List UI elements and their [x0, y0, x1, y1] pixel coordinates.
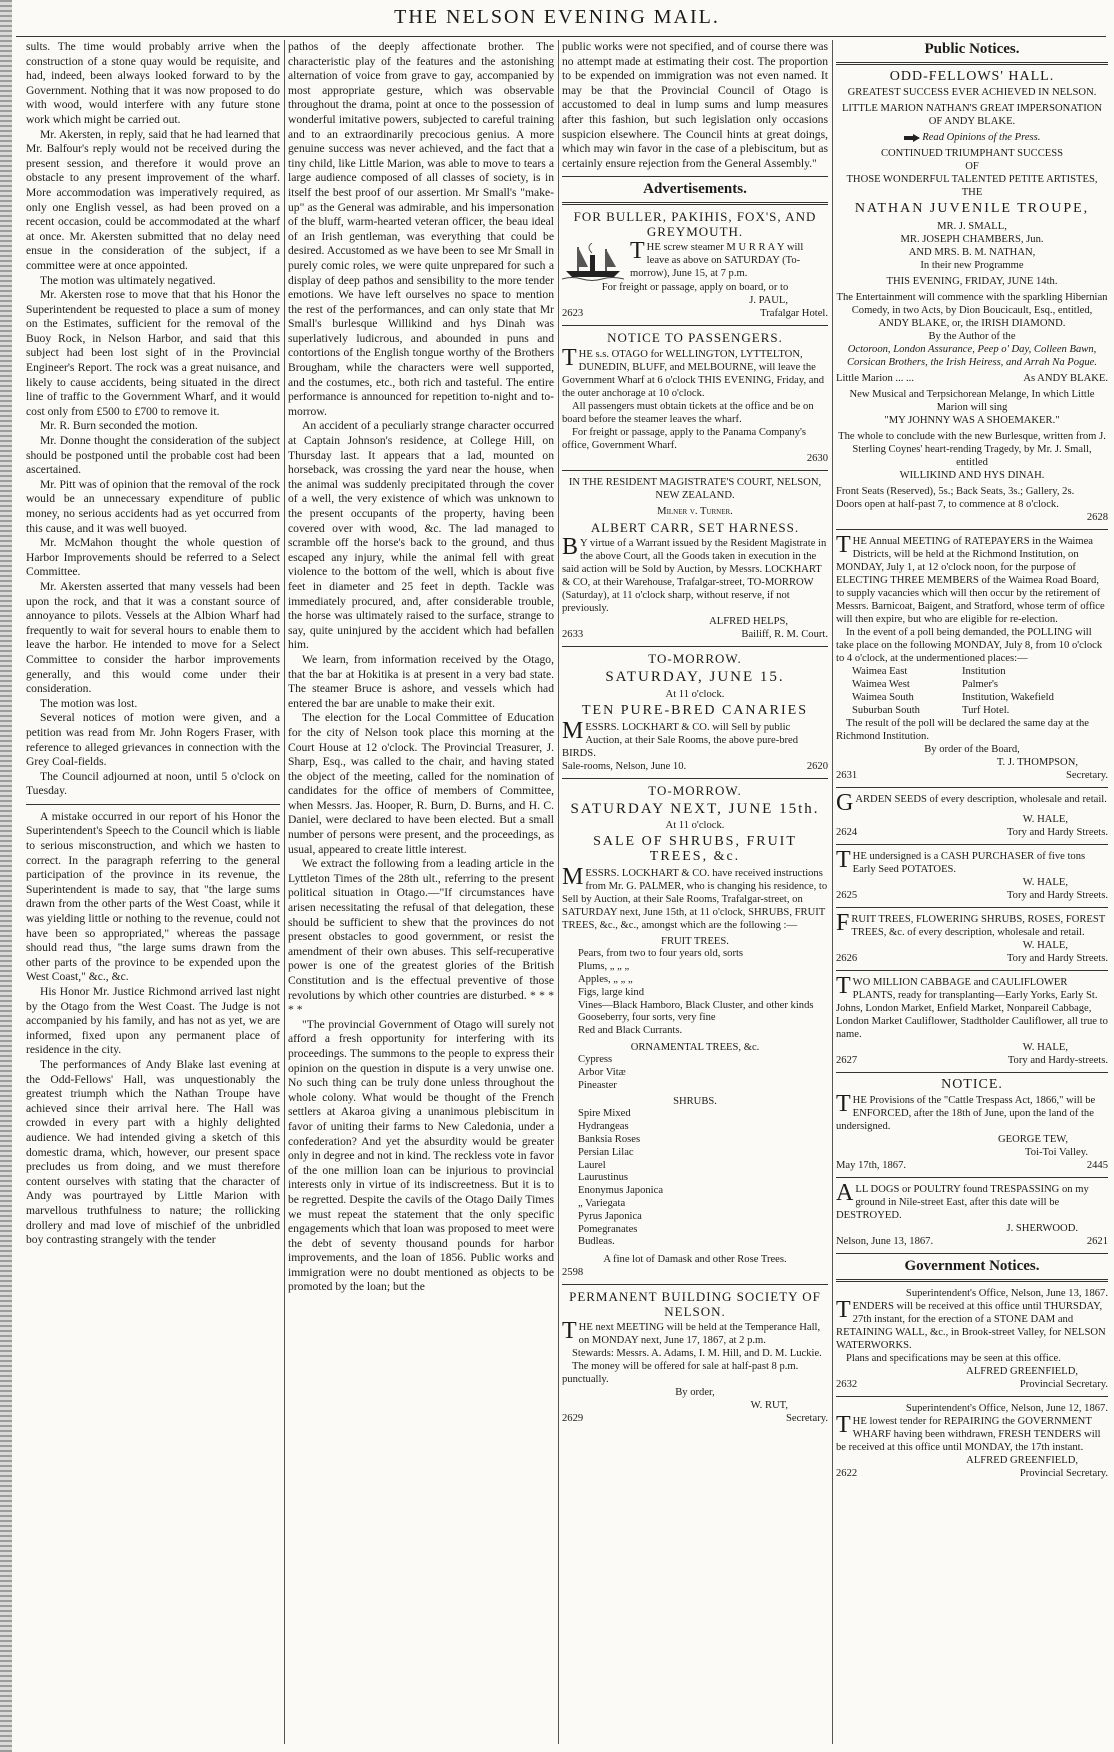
ad-line: In their new Programme [920, 259, 1024, 271]
list-heading: FRUIT TREES. [661, 936, 729, 948]
ad-garden-seeds [836, 789, 1108, 839]
polling-row [852, 691, 1108, 704]
ad-number: 2620 [806, 761, 828, 773]
shrub-list [562, 1108, 828, 1249]
column-1 [26, 40, 280, 1752]
article-paragraph: Mr. Akersten, in reply, said that he had learned that Mr. Balfour's reply would not be received during the present session, and therefore it would prove an obstacle to any present improvement of the wharf. More accommodation was imperatively required, as only one English vessel, as had been proved on a recent occasion, could be accommodated at the wharf at once. Mr. Akersten submitted that no delay need ensue in the consideration of the subject, if a committee were at once appointed. [26, 127, 280, 272]
ad-signer: ALFRED GREENFIELD, [966, 1454, 1078, 1466]
ad-body: TWO MILLION CABBAGE and CAULIFLOWER PLANTS, ready for transplanting—Early Yorks, Early St. Johns, London Market, Enfield Market, Nonpareil Cabbage, London Market Cauliflower, Stadtholder Cauliflower, all true to name. [836, 972, 1108, 1040]
ad-place: Tory and Hardy Streets. [1006, 889, 1108, 901]
ad-fruit-trees [836, 909, 1108, 965]
article-paragraph: We extract the following from a leading article in the Lyttleton Times of the 28th ult., referring to the present political situation in Otago.—"If circumstances have arisen necessitating the refusal of that delegation, these should be sufficient to shew that the provinces do not present obstacles to good government, or resist the amendment of their own abuses. This self-recuperative power is one of the greatest glories of the British Constitution and is the effectual preventive of those revolutions by which other countries are disturbed. * * * * * [288, 857, 554, 1017]
cast-role: As ANDY BLAKE. [1023, 372, 1108, 384]
ad-role: Bailiff, R. M. Court. [741, 629, 828, 641]
ad-body: For freight or passage, apply on board, or to [601, 282, 789, 294]
article-paragraph: The motion was ultimately negatived. [40, 273, 216, 287]
ad-footer [836, 889, 1108, 902]
ad-date: May 17th, 1867. [836, 1160, 907, 1172]
ad-number: 2598 [562, 1267, 584, 1279]
ad-body: MESSRS. LOCKHART & CO. have received instructions from Mr. G. PALMER, who is changing his residence, to Sell by Auction, at their Sale Rooms, Trafalgar-street, on SATURDAY next, June 15th, at 11 o'clock, SHRUBS, FRUIT TREES, &c., &c., amongst which are the following :— [562, 864, 828, 932]
ad-line: The Entertainment will commence with the sparkling Hibernian Comedy, in two Acts, by Dion Boucicault, Esq., entitled, [836, 291, 1108, 316]
list-item: Budleas. [578, 1236, 615, 1248]
ad-footer [836, 1467, 1108, 1480]
article-paragraph: Mr. Pitt was of opinion that the removal of the rock would be an unnecessary expenditure of public money, no serious accidents had as yet occurred from this cause, and it was well buoyed. [26, 477, 280, 535]
advertisements-heading: Advertisements. [643, 181, 747, 198]
ad-signer: W. RUT, [750, 1400, 788, 1412]
ad-footer [836, 769, 1108, 782]
ad-body: For freight or passage, apply to the Panama Company's office, Government Wharf. [562, 426, 807, 451]
ad-head: TO-MORROW. [648, 783, 742, 799]
cast-row [836, 372, 1108, 385]
ad-date: SATURDAY, JUNE 15. [605, 668, 785, 685]
ad-footer [836, 1235, 1108, 1248]
list-item: Cypress [578, 1054, 613, 1066]
ad-line: THE [961, 187, 983, 199]
polling-row [852, 678, 1108, 691]
ad-number: 2631 [836, 769, 858, 781]
ad-body: THE next MEETING will be held at the Temperance Hall, on MONDAY next, June 17, 1867, at 2 p.m. [562, 1318, 821, 1347]
ad-line: OF [965, 161, 979, 173]
ad-role: Provincial Secretary. [1019, 1467, 1108, 1479]
ad-place: Tory and Hardy Streets. [1006, 826, 1108, 838]
ornamental-list [562, 1054, 828, 1092]
cast-actor: Little Marion ... ... [836, 372, 914, 384]
ad-number: 2625 [836, 889, 858, 901]
ad-body: TENDERS will be received at this office until THURSDAY, 27th instant, for the erection of a STONE DAM and RETAINING WALL, &c., in Brook-street Valley, for NELSON WATERWORKS. [836, 1296, 1106, 1351]
list-item: Vines—Black Hamboro, Black Cluster, and other kinds [578, 999, 814, 1011]
article-paragraph: A mistake occurred in our report of his Honor the Superintendent's Speech to the Council which is liable to serious misconstruction, and which we hasten to correct. In the paragraph referring to the general participation of the province in its revenue, the Superintendent is made to say, that "the large sums drawn from the other parts of the West Coast, while it was yielding little or nothing to the revenue, could not have been so appropriated," whereas the passage should read thus, "the large sums drawn from the other parts of the province to be expended upon the West Coast," &c., &c. [26, 809, 280, 984]
press-opinions: Read Opinions of the Press. [922, 132, 1041, 144]
ad-line: Front Seats (Reserved), 5s.; Back Seats, 3s.; Gallery, 2s. [836, 485, 1075, 497]
steamship-icon [562, 243, 624, 281]
ad-title: TEN PURE-BRED CANARIES [581, 702, 808, 718]
ad-line: LITTLE MARION NATHAN'S GREAT IMPERSONATION OF ANDY BLAKE. [841, 103, 1103, 128]
ad-signer: J. PAUL, [749, 295, 788, 307]
ad-title: FOR BULLER, PAKIHIS, FOX'S, AND GREYMOUTH. [573, 208, 817, 239]
ad-subtitle: ALBERT CARR, SET HARNESS. [590, 519, 800, 535]
list-heading: ORNAMENTAL TREES, &c. [630, 1042, 760, 1054]
ad-head: TO-MORROW. [648, 651, 742, 667]
ad-steamer-murray [562, 210, 828, 320]
ad-place: Tory and Hardy-streets. [1007, 1054, 1108, 1066]
divider [836, 1177, 1108, 1178]
list-item: Hydrangeas [578, 1121, 629, 1133]
ad-number: 2445 [1086, 1160, 1108, 1172]
list-item: Pineaster [578, 1079, 617, 1091]
ad-footer [562, 760, 828, 773]
ad-cabbage-plants [836, 972, 1108, 1067]
ad-body: GARDEN SEEDS of every description, wholesale and retail. [836, 789, 1107, 816]
ad-body: FRUIT TREES, FLOWERING SHRUBS, ROSES, FOREST TREES, &c. of every description, wholesale and retail. [836, 909, 1106, 938]
ad-line: THIS EVENING, FRIDAY, JUNE 14th. [886, 275, 1058, 287]
article-paragraph: public works were not specified, and of course there was no attempt made at estimating their cost. The proportion to be expended on immigration was not even named. It may be that the Provincial Council of Otago is accustomed to deal in lump sums and lump measures after this fashion, but such legislation only occasions suspicion elsewhere. The Council hints at great doings, which may win favor in the case of a plebiscitum, but as certainly ensure rejection from the General Assembly." [562, 40, 828, 170]
venue: Institution, Wakefield [962, 691, 1054, 703]
divider [836, 529, 1108, 530]
ad-footer [836, 1054, 1108, 1067]
ad-line: By the Author of the [928, 330, 1016, 342]
local-news [26, 810, 280, 1248]
ad-title: PERMANENT BUILDING SOCIETY OF NELSON. [569, 1289, 821, 1319]
list-item: Persian Lilac [578, 1146, 634, 1158]
article-paragraph: The Council adjourned at noon, until 5 o'clock on Tuesday. [26, 769, 280, 798]
public-notices-heading: Public Notices. [924, 41, 1020, 57]
list-item: Figs, large kind [578, 986, 645, 998]
ad-place: Trafalgar Hotel. [760, 308, 828, 320]
ad-place: Toi-Toi Valley. [1025, 1147, 1088, 1159]
ad-office: Superintendent's Office, Nelson, June 12, 1867. [905, 1402, 1108, 1414]
ad-office: Superintendent's Office, Nelson, June 13, 1867. [905, 1287, 1108, 1299]
ad-body: BY virtue of a Warrant issued by the Resident Magistrate in the above Court, all the Goods taken in execution in the said action will be Sold by Auction, by Messrs. LOCKHART & CO, at their Warehouse, Trafalgar-street, TO-MORROW (Saturday), at 11 o'clock sharp, without reserve, if not previously. [562, 534, 827, 615]
ad-body: THE Provisions of the "Cattle Trespass Act, 1866," will be ENFORCED, after the 18th of June, upon the land of the undersigned. [836, 1091, 1096, 1133]
ad-body: The result of the poll will be declared the same day at the Richmond Institution. [836, 717, 1089, 742]
ad-number: 2632 [836, 1378, 858, 1390]
district: Waimea South [852, 691, 914, 703]
ad-line [836, 131, 1108, 144]
ad-line: CONTINUED TRIUMPHANT SUCCESS [880, 148, 1064, 160]
ad-line: MR. JOSEPH CHAMBERS, Jun. [900, 233, 1044, 245]
ad-body: Stewards: Messrs. A. Adams, I. M. Hill, and D. M. Luckie. [572, 1348, 822, 1360]
divider [836, 1253, 1108, 1254]
list-item: Plums, „ „ „ [578, 961, 630, 973]
page-binding-edge [0, 0, 12, 1752]
ad-cattle-trespass [836, 1078, 1108, 1173]
ad-number: 2624 [836, 826, 858, 838]
divider [562, 325, 828, 326]
polling-row [852, 665, 1108, 678]
article-paragraph: Mr. R. Burn seconded the motion. [40, 419, 198, 433]
list-item: Arbor Vitæ [578, 1066, 626, 1078]
venue: Palmer's [962, 678, 999, 690]
district: Suburban South [852, 704, 920, 716]
masthead-rule [16, 36, 1106, 37]
ad-signer: W. HALE, [1022, 813, 1068, 825]
ad-body: THE Annual MEETING of RATEPAYERS in the Waimea Districts, will be held at the Richmond Institution, on MONDAY, July 1, at 12 o'clock noon, for the purpose of ELECTING THREE MEMBERS of the Waimea Road Board, to supply vacancies which will then occur by the retirement of Messrs. Barnicoat, Baigent, and Stratford, whose term of office will then expire, but who are eligible for re-election. [836, 531, 1105, 625]
ad-case: Milner v. Turner. [657, 505, 733, 517]
ad-line: "MY JOHNNY WAS A SHOEMAKER." [884, 414, 1060, 426]
ad-body: ALL DOGS or POULTRY found TRESPASSING on my ground in Nile-street East, after this date will be DESTROYED. [836, 1180, 1089, 1222]
pointing-hand-icon [904, 134, 920, 142]
list-item: Spire Mixed [578, 1108, 631, 1120]
article-paragraph: Mr. Akersten rose to move that that his Honor the Superintendent be requested to place a sum of money on the Estimates, sufficient for the removal of the Buoy Rock, in Nelson Harbor, and said that this subject had been lost sight of in the Provincial Engineer's Report. The rock was a great nuisance, and likely to cause accidents, being situated in the direct line of traffic to the Government Wharf, and it would cost only from £500 to £700 to remove it. [26, 288, 280, 418]
list-item: Gooseberry, four sorts, very fine [578, 1012, 716, 1024]
venue: Turf Hotel. [962, 704, 1010, 716]
ad-line: GREATEST SUCCESS EVER ACHIEVED IN NELSON. [847, 87, 1097, 99]
ad-title: NOTICE TO PASSENGERS. [607, 330, 783, 346]
ad-body: MESSRS. LOCKHART & CO. will Sell by public Auction, at their Sale Rooms, the above pure-bred BIRDS. [562, 718, 799, 760]
column-rule [558, 40, 559, 1744]
ad-line: Doors open at half-past 7, to commence at 8 o'clock. [836, 498, 1059, 510]
column-rule [832, 40, 833, 1744]
article-paragraph: "The provincial Government of Otago will surely not afford a fresh opportunity for interfering with its proceedings. The summons to the people to express their opinion on the question in dispute is a very unwise one. No such thing can be truly done unless throughout the whole colony. What would be thought of the French settlers at Akaroa giving a unanimous plebiscitum in favor of uniting their farms to New Caledonia, under a confederation? And yet the absurdity would be greater only in degree and not in kind. The reckless vote in favor of the one million loan can be injurious to provincial interests only in virtue of its indiscreetness. But it is to be regretted. Despite the cavils of the Otago Daily Times we must repeat the statement that the only specific engagements which that loan was proposed to meet were the debt of seventy thousand pounds for harbor improvements, and the loan of 1856. Public works and immigration were no doubt mentioned as objects to be promoted by the loan; but the [288, 1017, 554, 1294]
ad-signer: J. SHERWOOD. [1006, 1223, 1078, 1235]
polling-row [852, 704, 1108, 717]
list-item: Pears, from two to four years old, sorts [578, 948, 744, 960]
list-item: Pomegranates [578, 1223, 638, 1235]
ad-notice-passengers [562, 331, 828, 465]
article-paragraph: Several notices of motion were given, and a petition was read from Mr. John Rogers Fraser, with reference to alleged grievances in connection with the Grey Coal-fields. [26, 711, 280, 769]
ad-role: Provincial Secretary. [1019, 1378, 1108, 1390]
ad-number: 2628 [1086, 511, 1108, 523]
venue: Institution [962, 665, 1006, 677]
ad-dogs-poultry [836, 1180, 1108, 1248]
divider [562, 202, 828, 205]
ad-wharf-tenders [836, 1402, 1108, 1480]
ad-number: 2630 [806, 452, 828, 464]
article-paragraph: Mr. Donne thought the consideration of the subject should be postponed until the probable cost had been ascertained. [26, 434, 280, 477]
divider [562, 176, 828, 177]
ad-signer: W. HALE, [1022, 939, 1068, 951]
article-paragraph: We learn, from information received by the Otago, that the bar at Hokitika is at present in a very bad state. The steamer Bruce is ashore, and vessels which had entered the bar are unable to make their exit. [288, 652, 554, 710]
ad-signer: T. J. THOMPSON, [996, 756, 1078, 768]
article-paragraph: Mr. McMahon thought the whole question of Harbor Improvements should be referred to a Select Committee. [26, 536, 280, 579]
ad-line: The whole to conclude with the new Burlesque, written from J. Sterling Coynes' heart-rending Tragedy, by Mr. J. Small, entitled [838, 430, 1106, 468]
ad-role: Secretary. [1066, 769, 1108, 781]
article-paragraph: The election for the Local Committee of Education for the city of Nelson took place this morning at the Court House at 12 o'clock. The Provincial Treasurer, J. Sharp, Esq., was called to the chair, and having stated the object of the meeting, called for the nomination of candidates for the office of members of Committee, when Messrs. Jas. Hooper, R. Burn, D. Burns, and H. C. Daniel, were declared to have been elected. But a small number of persons were present, and the proceedings, as usual, appeared to create little interest. [288, 711, 554, 856]
column-3 [562, 40, 828, 1752]
ad-number: 2621 [1086, 1236, 1108, 1248]
district: Waimea East [852, 665, 908, 677]
government-notices-heading: Government Notices. [904, 1258, 1040, 1275]
ad-role: Secretary. [786, 1413, 828, 1425]
ad-footer [836, 826, 1108, 839]
ad-tail: A fine lot of Damask and other Rose Trees. [603, 1254, 787, 1266]
ad-signer: GEORGE TEW, [997, 1134, 1068, 1146]
column-rule [284, 40, 285, 1744]
council-report [26, 40, 280, 799]
ad-time: At 11 o'clock. [665, 688, 725, 700]
district: Waimea West [852, 678, 910, 690]
ad-place: Sale-rooms, Nelson, June 10. [562, 761, 687, 773]
ad-footer [562, 628, 828, 641]
ad-number: 2626 [836, 952, 858, 964]
ad-footer [836, 1378, 1108, 1391]
article-paragraph: sults. The time would probably arrive when the construction of a stone quay would be requisite, and had, indeed, been always looked forward to by the Government. Nothing that it was now proposed to do with wood, would interfere with any future stone work which might be carried out. [26, 40, 280, 126]
article-paragraph: His Honor Mr. Justice Richmond arrived last night by the Otago from the West Coast. The Judge is not accompanied by his family, and has not as yet, we are informed, fixed upon any permanent place of residence in the city. [26, 985, 280, 1057]
ad-line: New Musical and Terpsichorean Melange, In which Little Marion will sing [849, 388, 1095, 413]
troupe-name: NATHAN JUVENILE TROUPE, [854, 201, 1090, 217]
ad-line: WILLIKIND AND HYS DINAH. [899, 469, 1045, 481]
ad-by-order: By order, [675, 1387, 715, 1399]
divider [836, 844, 1108, 845]
ad-signer: W. HALE, [1022, 1041, 1068, 1053]
ad-nathan-troupe [836, 70, 1108, 524]
ad-body: THE undersigned is a CASH PURCHASER of five tons Early Seed POTATOES. [836, 846, 1086, 875]
ad-ratepayers-meeting [836, 531, 1108, 782]
ad-number: 2633 [562, 629, 584, 641]
column-2 [288, 40, 554, 1752]
ad-building-society [562, 1290, 828, 1425]
ad-signer: W. HALE, [1022, 876, 1068, 888]
ad-line: MR. J. SMALL, [937, 220, 1007, 232]
ad-place: Tory and Hardy Streets. [1006, 952, 1108, 964]
ad-footer [836, 952, 1108, 965]
divider [562, 778, 828, 779]
ad-number: 2622 [836, 1467, 858, 1479]
ad-body: THE s.s. OTAGO for WELLINGTON, LYTTELTON, DUNEDIN, BLUFF, and MELBOURNE, will leave the Government Wharf at 6 o'clock THIS EVENING, Friday, and the outer anchorage at 10 o'clock. [562, 344, 825, 399]
list-item: Laurustinus [578, 1172, 629, 1184]
ad-time: At 11 o'clock. [665, 820, 725, 832]
ad-body: Plans and specifications may be seen at this office. [846, 1352, 1061, 1364]
ad-date: Nelson, June 13, 1867. [836, 1236, 934, 1248]
article-paragraph: Mr. Akersten asserted that many vessels had been upon the rock, and that it was a constant source of annoyance to pilots. Vessels at the Albion Wharf had frequently to wait for several hours to enable them to leave the harbor. He intended to move for a Select Committee to consider the harbor improvements generally, and this would come under their consideration. [26, 579, 280, 696]
column-4 [836, 40, 1108, 1752]
divider [836, 1396, 1108, 1397]
ad-waterworks-tenders [836, 1287, 1108, 1391]
divider [562, 646, 828, 647]
divider [836, 62, 1108, 65]
ad-line: AND MRS. B. M. NATHAN, [908, 246, 1036, 258]
list-item: Banksia Roses [578, 1134, 641, 1146]
ad-title: IN THE RESIDENT MAGISTRATE'S COURT, NELSON, NEW ZEALAND. [568, 476, 822, 501]
ad-number: 2627 [836, 1054, 858, 1066]
list-item: Red and Black Currants. [578, 1025, 683, 1037]
divider [836, 970, 1108, 971]
ad-line: ANDY BLAKE, or, the IRISH DIAMOND. [878, 317, 1066, 329]
list-item: „ Variegata [578, 1198, 626, 1210]
masthead-title: THE NELSON EVENING MAIL. [394, 6, 720, 28]
ad-title: NOTICE. [941, 1076, 1003, 1092]
ad-footer [562, 307, 828, 320]
ad-body: THE screw steamer M U R R A Y will leave as above on SATURDAY (To-morrow), June 15, at 7 p.m. [630, 238, 804, 280]
list-heading: SHRUBS. [673, 1096, 717, 1108]
divider [836, 787, 1108, 788]
list-item: Apples, „ „ „ [578, 974, 633, 986]
ad-body: THE lowest tender for REPAIRING the GOVERNMENT WHARF having been withdrawn, FRESH TENDERS will be received at this office until MONDAY, the 17th instant. [836, 1411, 1101, 1453]
ad-by-order: By order of the Board, [924, 743, 1020, 755]
ad-title: ODD-FELLOWS' HALL. [889, 68, 1055, 84]
article-paragraph: pathos of the deeply affectionate brother. The characteristic play of the features and the astonishing alternation of voice from grave to gay, accompanied by most appropriate gesture, which was observable throughout the drama, point at once to the possession of wonderful imitative powers, subjected to careful training and to an extraordinarily precocious genius. A more genuine success was never achieved, and the fact that a tiny child, like Little Marion, was able to move to tears a large audience composed of all classes of society, is in itself the best proof of our assertion. Mr Small's "make-up" as the General was admirable, and his impersonation of the bluff, warm-hearted veteran officer, the beau ideal of an Irish gentleman, was everything that could be desired. Accustomed as we have been to see Mr Small in purely comic roles, we were quite unprepared for such a display of deep pathos and sensibility to the more tender emotions. We have left ourselves no space to mention the rest of the performances, and can only state that Mr Small's burlesque Willikind and hys Dinah was superlatively ludicrous, and abounded in puns and contortions of the English tongue worthy of the Brothers Brougham, while the characters were well supported, and the costumes, etc., both rich and tasteful. The entire performance is announced for repetition to-night and to-morrow. [288, 40, 554, 418]
divider [836, 1279, 1108, 1282]
article-paragraph: The motion was lost. [40, 696, 138, 710]
polling-places [836, 665, 1108, 717]
ad-date: SATURDAY NEXT, JUNE 15th. [570, 800, 820, 817]
article-paragraph: The performances of Andy Blake last evening at the Odd-Fellows' Hall, was unquestionably the greatest triumph which the Nathan Troupe have achieved since their arrival here. The Hall was crowded in every part with a highly delighted audience. We had intended giving a sketch of this domestic drama, which, however, our present space precludes us from doing, and we must therefore content ourselves with stating that the character of Andy was pourtrayed by Little Marion with marvellous truthfulness to nature; the rollicking drollery and mad love of mischief of the unbridled boy contrasting strangely with the tender [26, 1057, 280, 1247]
divider [836, 1072, 1108, 1073]
fruit-list [562, 948, 828, 1038]
list-item: Pyrus Japonica [578, 1210, 642, 1222]
divider [562, 1284, 828, 1285]
ad-signer: ALFRED GREENFIELD, [966, 1365, 1078, 1377]
ad-signer: ALFRED HELPS, [709, 616, 788, 628]
ad-number: 2629 [562, 1413, 584, 1425]
ad-footer [836, 1159, 1108, 1172]
ad-title: SALE OF SHRUBS, FRUIT TREES, &c. [593, 834, 797, 864]
ad-canaries-auction [562, 652, 828, 773]
ad-shrubs-auction [562, 784, 828, 1279]
ad-footer [562, 1412, 828, 1425]
divider [562, 470, 828, 471]
ad-body: The money will be offered for sale at half-past 8 p.m. punctually. [562, 1361, 799, 1386]
divider [26, 804, 280, 805]
divider [836, 907, 1108, 908]
ad-line: Octoroon, London Assurance, Peep o' Day, Colleen Bawn, Corsican Brothers, the Irish Heiress, and Arrah Na Pogue. [846, 343, 1098, 368]
article-paragraph: An accident of a peculiarly strange character occurred at Captain Johnson's residence, at College Hill, on Thursday last. It appears that a lad, mounted on horseback, was crossing the yard near the house, when the animal was suddenly precipitated through the cover of a well, the very existence of which was unknown to the present occupants of the property, having been covered over with wood, &c. The lad managed to scramble off the horse's back to the ground, and thus escaped any injury, while the animal fell with great violence to the bottom of the well, which is about five feet in diameter and 25 feet in depth. Tackle was immediately procured, and, after considerable trouble, the horse was ultimately raised to the surface, strange to say, quite uninjured by the accident which had befallen him. [288, 419, 554, 652]
ad-body: In the event of a poll being demanded, the POLLING will take place on the following MONDAY, July 8, from 10 o'clock to 4 o'clock, at the undermentioned places:— [836, 626, 1103, 664]
list-item: Enonymus Japonica [578, 1185, 664, 1197]
ad-line: THOSE WONDERFUL TALENTED PETITE ARTISTES, [846, 174, 1098, 186]
ad-number: 2623 [562, 308, 584, 320]
list-item: Laurel [578, 1159, 606, 1171]
ad-magistrate-court [562, 476, 828, 642]
ad-body: All passengers must obtain tickets at the office and be on board before the steamer leaves the wharf. [562, 400, 814, 425]
ad-potatoes [836, 846, 1108, 902]
